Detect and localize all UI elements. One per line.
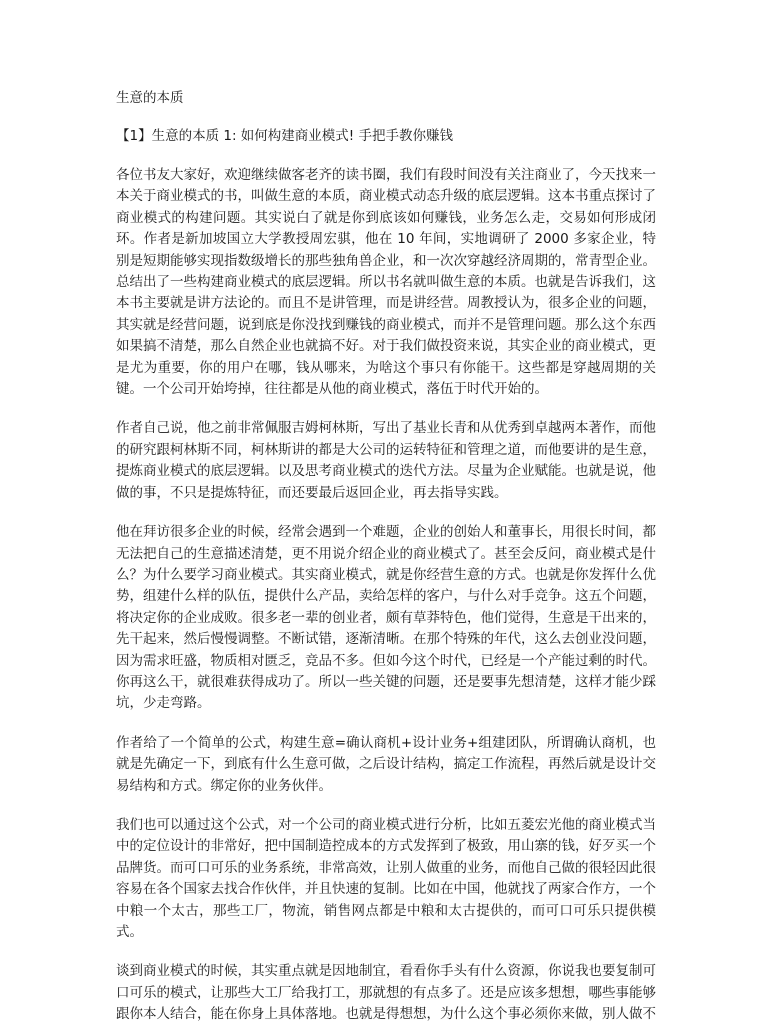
paragraph-2: 作者自己说，他之前非常佩服吉姆柯林斯，写出了基业长青和从优秀到卓越两本著作，而他的研究跟柯林斯不同，柯林斯讲的都是大公司的运转特征和管理之道，而他要讲的是生意，提炼商业模式的底层逻辑。以及思考商业模式的迭代方法。尽量为企业赋能。也就是说，他做的事，不只是提炼特征，而还要最后返回企业，再去指导实践。 xyxy=(116,420,656,501)
paragraph-3: 他在拜访很多企业的时候，经常会遇到一个难题，企业的创始人和董事长，用很长时间，都无法把自己的生意描述清楚，更不用说介绍企业的商业模式了。甚至会反问，商业模式是什么？为什么要学习商业模式。其实商业模式，就是你经营生意的方式。也就是你发挥什么优势，组建什么样的队伍，提供什么产品，卖给怎样的客户，与什么对手竞争。这五个问题，将决定你的企业成败。很多老一辈的创业者，颇有草莽特色，他们觉得，生意是干出来的，先干起来，然后慢慢调整。不断试错，逐渐清晰。在那个特殊的年代，这么去创业没问题，因为需求旺盛，物质相对匮乏，竞品不多。但如今这个时代，已经是一个产能过剩的时代。你再这么干，就很难获得成功了。所以一些关键的问题，还是要事先想清楚，这样才能少踩坑，少走弯路。 xyxy=(116,524,656,712)
paragraph-4: 作者给了一个简单的公式，构建生意=确认商机+设计业务+组建团队，所谓确认商机，也就是先确定一下，到底有什么生意可做，之后设计结构，搞定工作流程，再然后就是设计交易结构和方式。绑定你的业务伙伴。 xyxy=(116,734,656,794)
paragraph-6: 谈到商业模式的时候，其实重点就是因地制宜，看看你手头有什么资源，你说我也要复制可口可乐的模式，让那些大工厂给我打工，那就想的有点多了。还是应该多想想，哪些事能够跟你本人结合，能在你身上具体落地。也就是得想想，为什么这个事必须你来做，别人做不 xyxy=(116,963,656,1023)
document-title: 生意的本质 xyxy=(116,90,184,106)
paragraph-1: 各位书友大家好，欢迎继续做客老齐的读书圈，我们有段时间没有关注商业了，今天找来一本关于商业模式的书，叫做生意的本质，商业模式动态升级的底层逻辑。这本书重点探讨了商业模式的构建问题。其实说白了就是你到底该如何赚钱，业务怎么走，交易如何形成闭环。作者是新加坡国立大学教授周宏骐，他在 10 年间，实地调研了 2000 多家企业，特别是短期能够实现指数级增长的那些独角兽企业，和一次次穿越经济周期的，常青型企业。总结出了一些构建商业模式的底层逻辑。所以书名就叫做生意的本质。也就是告诉我们，这本书主要就是讲方法论的。而且不是讲管理，而是讲经营。周教授认为，很多企业的问题，其实就是经营问题，说到底是你没找到赚钱的商业模式，而并不是管理问题。那么这个东西如果搞不清楚，那么自然企业也就搞不好。对于我们做投资来说，其实企业的商业模式，更是尤为重要，你的用户在哪，钱从哪来，为啥这个事只有你能干。这些都是穿越周期的关键。一个公司开始垮掉，往往都是从他的商业模式，落伍于时代开始的。 xyxy=(116,167,656,398)
document-page xyxy=(116,87,656,1026)
paragraph-5: 我们也可以通过这个公式，对一个公司的商业模式进行分析，比如五菱宏光他的商业模式当中的定位设计的非常好，把中国制造控成本的方式发挥到了极致，用山寨的钱，好歹买一个品牌货。而可口可乐的业务系统，非常高效，让别人做重的业务，而他自己做的很轻因此很容易在各个国家去找合作伙伴，并且快速的复制。比如在中国，他就找了两家合作方，一个中粮一个太古，那些工厂，物流，销售网点都是中粮和太古提供的，而可口可乐只提供模式。 xyxy=(116,816,656,940)
section-heading: 【1】生意的本质 1: 如何构建商业模式! 手把手教你赚钱 xyxy=(116,128,454,144)
